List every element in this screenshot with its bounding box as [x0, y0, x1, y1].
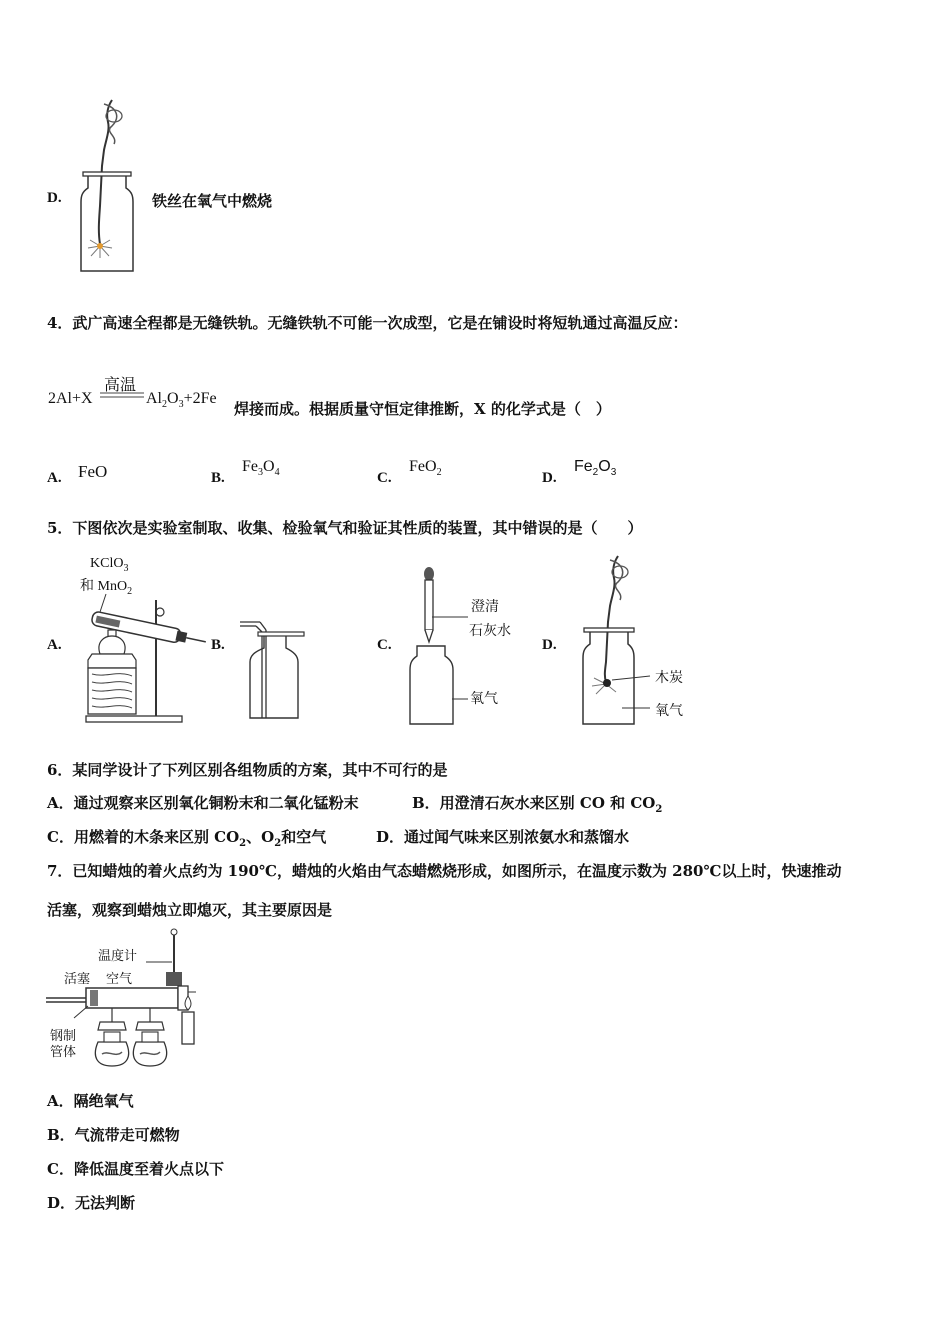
c-leader-lines	[430, 615, 470, 705]
q4-opt-d-formula[interactable]: $Fe_2O_3$	[574, 458, 617, 479]
charcoal-burning-figure	[578, 552, 648, 728]
q3-option-d-label: D.	[47, 190, 62, 206]
eq-left: 2Al+X	[48, 390, 93, 407]
q4-stem: 4．武广高速全程都是无缝铁轨。无缝铁轨不可能一次成型，它是在铺设时将短轨通过高温反应：	[47, 314, 688, 332]
q6-option-d[interactable]: D．通过闻气味来区别浓氨水和蒸馏水	[376, 828, 630, 846]
q3-option-d-text: 铁丝在氧气中燃烧	[152, 192, 273, 210]
q7-option-d[interactable]: D．无法判断	[47, 1194, 136, 1212]
q5-opt-a-label: A.	[47, 637, 62, 653]
q7-fig-steel: 钢制	[50, 1029, 77, 1044]
d-label-oxygen: 氧气	[655, 703, 683, 719]
q6-stem: 6．某同学设计了下列区别各组物质的方案，其中不可行的是	[47, 761, 448, 779]
q4-opt-b-label: B.	[211, 470, 225, 486]
q7-option-a[interactable]: A．隔绝氧气	[47, 1092, 134, 1110]
q7-fig-piston: 活塞	[64, 972, 91, 987]
q5-opt-b-label: B.	[211, 637, 225, 653]
c-label-limewater: 石灰水	[469, 623, 511, 639]
q7-fig-thermometer: 温度计	[98, 949, 138, 964]
q7-fig-tube: 管体	[50, 1045, 77, 1060]
q7-stem-line2: 活塞，观察到蜡烛立即熄灭，其主要原因是	[47, 901, 333, 919]
q5-stem: 5．下图依次是实验室制取、收集、检验氧气和验证其性质的装置，其中错误的是（ ）	[47, 519, 643, 537]
oxygen-generation-apparatus	[78, 590, 218, 726]
c-label-oxygen: 氧气	[470, 691, 498, 707]
eq-product: $Al_2O_3+2Fe$	[146, 390, 217, 411]
iron-wire-burning-figure	[78, 96, 138, 274]
q4-opt-c-label: C.	[377, 470, 392, 486]
q4-opt-a-label: A.	[47, 470, 62, 486]
d-label-charcoal: 木炭	[655, 670, 683, 686]
q4-opt-d-label: D.	[542, 470, 557, 486]
q4-tail: 焊接而成。根据质量守恒定律推断，X 的化学式是（ ）	[234, 400, 611, 418]
a-reagent-mno2: 和 MnO$_2$	[80, 579, 133, 597]
a-reagent-kclo3: KClO$_3$	[90, 556, 129, 574]
eq-condition: 高温	[104, 377, 137, 394]
q4-equation	[48, 372, 238, 412]
q6-option-b[interactable]: B．用澄清石灰水来区别 CO 和 $CO_2$	[412, 794, 663, 815]
eq-double-line	[100, 392, 144, 398]
q4-opt-c-formula[interactable]: FeO$_2$	[409, 458, 442, 479]
q7-stem-line1: 7．已知蜡烛的着火点约为 190℃，蜡烛的火焰由气态蜡燃烧形成，如图所示，在温度示数为 280℃以上时，快速推动	[47, 862, 842, 880]
q7-option-b[interactable]: B．气流带走可燃物	[47, 1126, 180, 1144]
q5-opt-c-label: C.	[377, 637, 392, 653]
q6-option-a[interactable]: A．通过观察来区别氧化铜粉末和二氧化锰粉末	[47, 794, 359, 812]
q7-option-c[interactable]: C．降低温度至着火点以下	[47, 1160, 224, 1178]
q7-fig-air: 空气	[106, 972, 133, 987]
q4-opt-a-formula[interactable]: FeO	[78, 462, 108, 481]
q6-option-c[interactable]: C．用燃着的木条来区别 $CO_2$、$O_2$和空气	[47, 828, 327, 849]
c-label-clear: 澄清	[471, 599, 499, 615]
gas-collection-bottle	[238, 614, 308, 724]
q4-opt-b-formula[interactable]: $Fe_3O_4$	[242, 458, 280, 479]
q5-opt-d-label: D.	[542, 637, 557, 653]
